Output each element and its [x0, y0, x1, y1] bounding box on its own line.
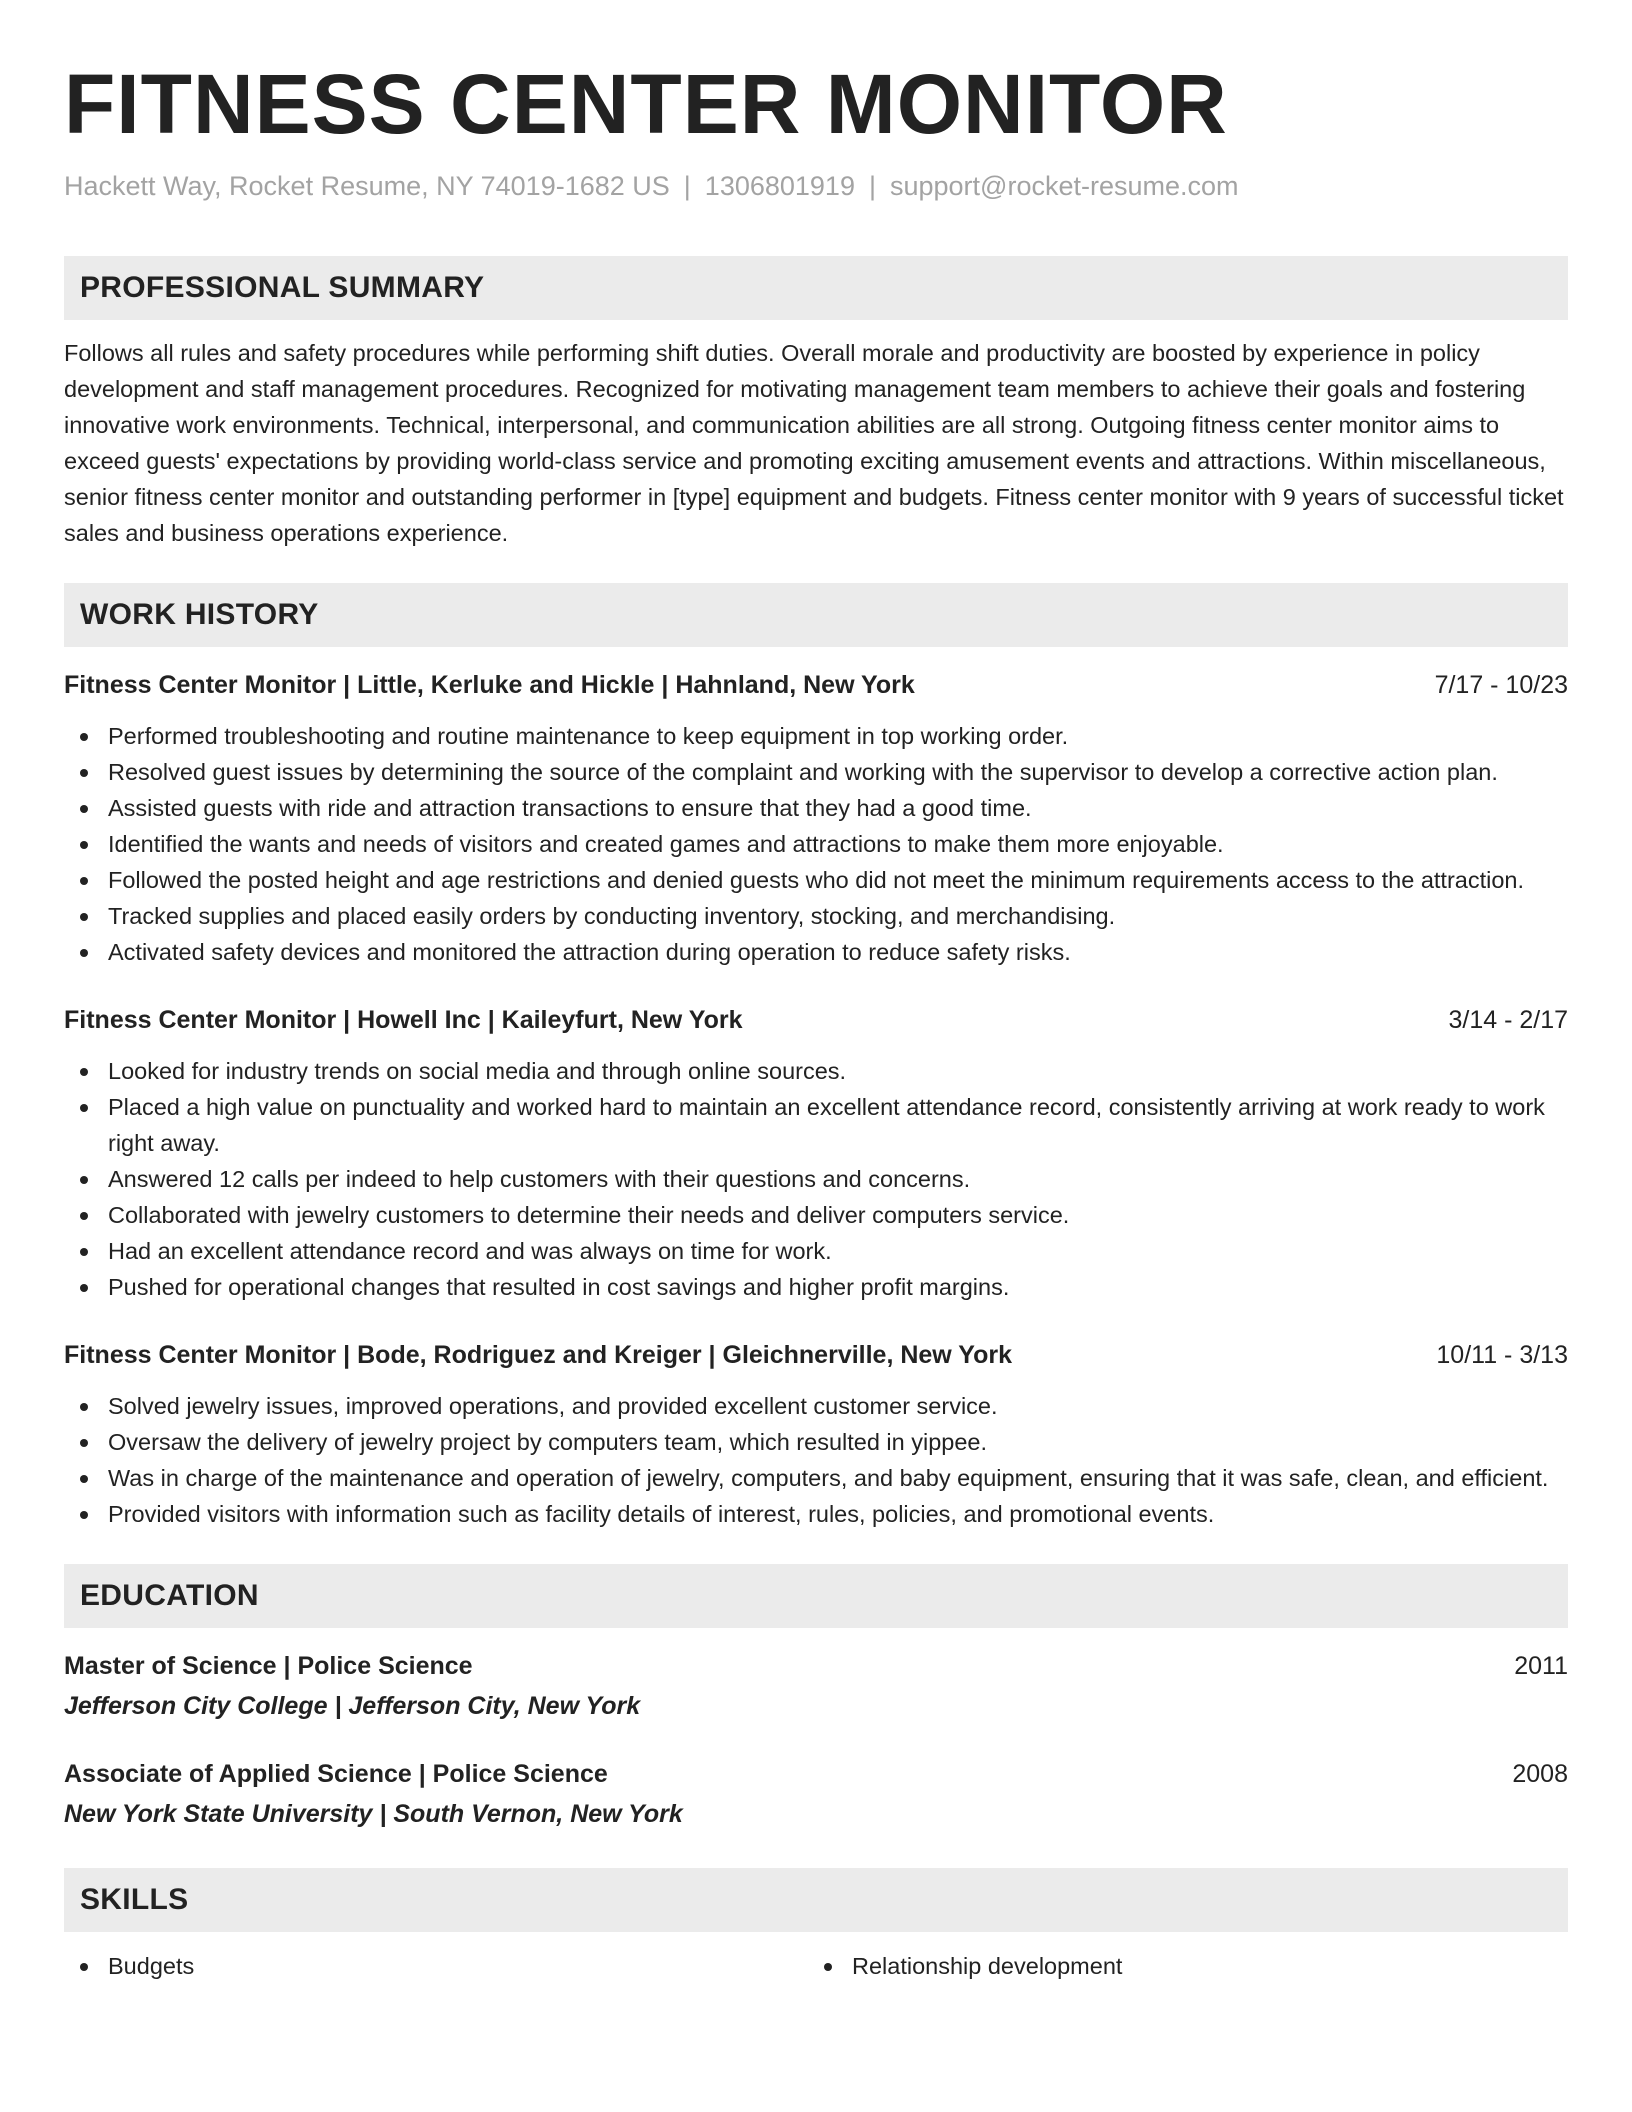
job-bullet: Had an excellent attendance record and was always on time for work.	[64, 1233, 1568, 1269]
contact-line	[64, 168, 1568, 204]
education-year: 2011	[1514, 1652, 1568, 1680]
education-year: 2008	[1512, 1760, 1568, 1788]
job-bullet: Answered 12 calls per indeed to help customers with their questions and concerns.	[64, 1161, 1568, 1197]
contact-phone: 1306801919	[704, 171, 855, 201]
job-bullet: Pushed for operational changes that resulted in cost savings and higher profit margins.	[64, 1269, 1568, 1305]
job-bullet: Looked for industry trends on social media and through online sources.	[64, 1053, 1568, 1089]
work-heading: WORK HISTORY	[80, 598, 319, 631]
job-entry	[64, 1337, 1568, 1532]
education-section-header	[64, 1564, 1568, 1628]
job-header	[64, 1002, 1568, 1038]
resume-name: FITNESS CENTER MONITOR	[64, 57, 1228, 151]
summary-section-header	[64, 256, 1568, 320]
skills-list	[64, 1948, 1568, 1984]
contact-separator: |	[683, 171, 691, 201]
job-bullet: Tracked supplies and placed easily orders by conducting inventory, stocking, and merchandising.	[64, 898, 1568, 934]
skills-column-left	[64, 1948, 808, 1984]
job-dates: 7/17 - 10/23	[1434, 671, 1568, 699]
job-header	[64, 667, 1568, 703]
contact-separator: |	[868, 171, 876, 201]
education-entry	[64, 1756, 1568, 1832]
education-entry	[64, 1648, 1568, 1724]
skills-section-header	[64, 1868, 1568, 1932]
job-entry	[64, 667, 1568, 970]
contact-address: Hackett Way, Rocket Resume, NY 74019-1682 US	[64, 171, 670, 201]
job-bullet: Performed troubleshooting and routine maintenance to keep equipment in top working order.	[64, 718, 1568, 754]
job-bullets	[64, 1053, 1568, 1305]
job-entry	[64, 1002, 1568, 1305]
work-section-header	[64, 583, 1568, 647]
job-bullets	[64, 718, 1568, 970]
job-bullet: Assisted guests with ride and attraction transactions to ensure that they had a good time.	[64, 790, 1568, 826]
job-bullet: Activated safety devices and monitored the attraction during operation to reduce safety risks.	[64, 934, 1568, 970]
job-bullet: Identified the wants and needs of visitors and created games and attractions to make them more enjoyable.	[64, 826, 1568, 862]
skills-heading: SKILLS	[80, 1883, 189, 1916]
education-heading: EDUCATION	[80, 1579, 259, 1612]
skill-item: Budgets	[64, 1948, 808, 1984]
job-dates: 10/11 - 3/13	[1436, 1341, 1568, 1369]
job-title: Fitness Center Monitor | Bode, Rodriguez and Kreiger | Gleichnerville, New York	[64, 1341, 1012, 1369]
education-header	[64, 1756, 1568, 1792]
job-bullet: Solved jewelry issues, improved operations, and provided excellent customer service.	[64, 1388, 1568, 1424]
skills-column-right	[808, 1948, 1560, 1984]
contact-email: support@rocket-resume.com	[889, 171, 1239, 201]
education-degree: Associate of Applied Science | Police Science	[64, 1760, 608, 1788]
summary-text: Follows all rules and safety procedures while performing shift duties. Overall morale and productivity are boosted by experience in policy development and staff management procedures. Recognized for motivating management team members to achieve their goals and fostering innovative work environments. Technical, interpersonal, and communication abilities are all strong. Outgoing fitness center monitor aims to exceed guests' expectations by providing world-class service and promoting exciting amusement events and attractions. Within miscellaneous, senior fitness center monitor and outstanding performer in [type] equipment and budgets. Fitness center monitor with 9 years of successful ticket sales and business operations experience.	[64, 340, 1564, 546]
summary-heading: PROFESSIONAL SUMMARY	[80, 271, 485, 304]
job-bullet: Provided visitors with information such as facility details of interest, rules, policies, and promotional events.	[64, 1496, 1568, 1532]
education-degree: Master of Science | Police Science	[64, 1652, 473, 1680]
job-title: Fitness Center Monitor | Little, Kerluke and Hickle | Hahnland, New York	[64, 671, 915, 699]
education-school: Jefferson City College | Jefferson City, New York	[64, 1692, 641, 1720]
job-dates: 3/14 - 2/17	[1448, 1006, 1568, 1034]
job-bullet: Resolved guest issues by determining the source of the complaint and working with the supervisor to develop a corrective action plan.	[64, 754, 1568, 790]
education-header	[64, 1648, 1568, 1684]
job-bullet: Followed the posted height and age restrictions and denied guests who did not meet the minimum requirements access to the attraction.	[64, 862, 1568, 898]
education-school: New York State University | South Vernon, New York	[64, 1800, 683, 1828]
skill-item: Relationship development	[808, 1948, 1560, 1984]
job-bullet: Oversaw the delivery of jewelry project by computers team, which resulted in yippee.	[64, 1424, 1568, 1460]
job-bullet: Collaborated with jewelry customers to determine their needs and deliver computers service.	[64, 1197, 1568, 1233]
job-title: Fitness Center Monitor | Howell Inc | Kaileyfurt, New York	[64, 1006, 743, 1034]
job-bullet: Placed a high value on punctuality and worked hard to maintain an excellent attendance record, consistently arriving at work ready to work right away.	[64, 1089, 1568, 1161]
job-header	[64, 1337, 1568, 1373]
job-bullets	[64, 1388, 1568, 1532]
job-bullet: Was in charge of the maintenance and operation of jewelry, computers, and baby equipment, ensuring that it was safe, clean, and efficient.	[64, 1460, 1568, 1496]
